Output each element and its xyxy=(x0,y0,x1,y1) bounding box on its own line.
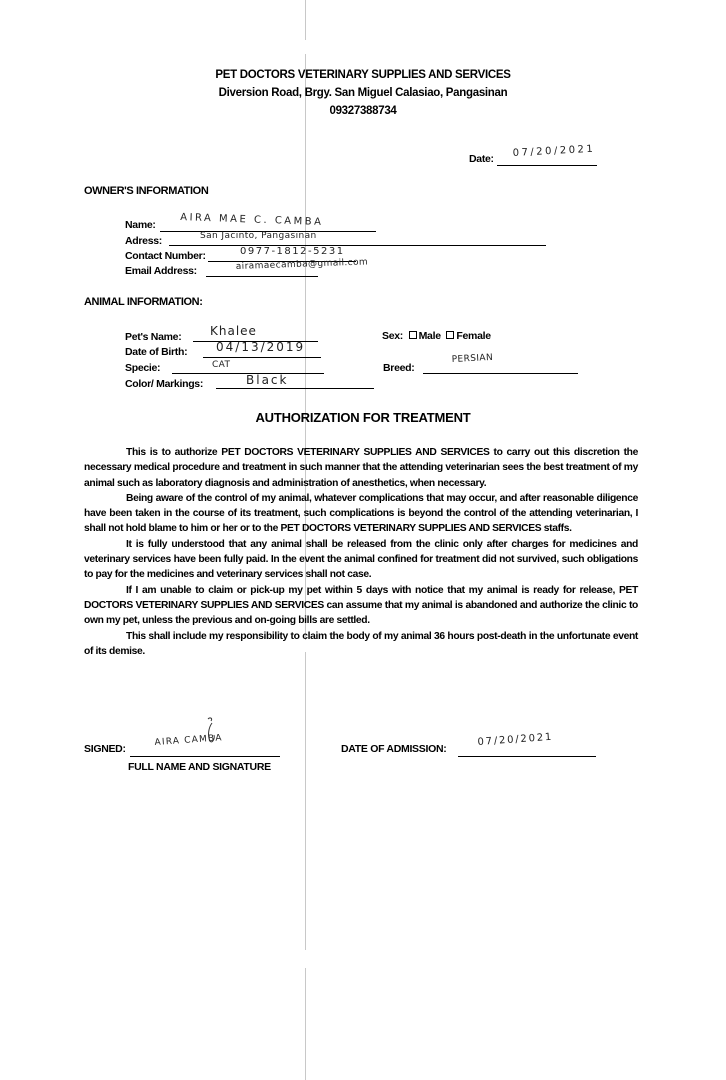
authorization-title: AUTHORIZATION FOR TREATMENT xyxy=(255,410,471,425)
authorization-body xyxy=(84,445,638,659)
date-of-admission-label: DATE OF ADMISSION: xyxy=(341,743,447,755)
date-value: 07/20/2021 xyxy=(512,143,596,159)
email-address-value: airamaecamba@gmail.com xyxy=(235,257,369,272)
sex-field xyxy=(382,330,491,342)
email-address-label: Email Address: xyxy=(125,265,197,277)
breed-label: Breed: xyxy=(383,362,415,374)
business-phone: 09327388734 xyxy=(329,105,397,117)
date-label: Date: xyxy=(469,153,494,165)
signature-scribble-icon xyxy=(198,715,228,745)
signed-value: AIRA CAMBA xyxy=(154,733,224,748)
business-name: PET DOCTORS VETERINARY SUPPLIES AND SERVICES xyxy=(215,69,511,81)
date-of-birth-label: Date of Birth: xyxy=(125,346,188,358)
date-of-admission-value: 07/20/2021 xyxy=(477,731,554,748)
signed-label: SIGNED: xyxy=(84,743,126,755)
authorization-paragraph: Being aware of the control of my animal, whatever complications that may occur, and after reasonable diligence have been taken in the course of its treatment, such complications is beyond the control of the attending veterinarian, I shall not hold blame to him or her or to the PET DOCTORS VETERINARY SUPPLIES AND SERVICES staffs. xyxy=(84,492,638,535)
authorization-paragraph: It is fully understood that any animal shall be released from the clinic only after charges for medicines and veterinary services have been fully paid. In the event the animal confined for treatment did not survived, such obligations to pay for the medicines and veterinary services shall not case. xyxy=(84,538,638,581)
male-checkbox[interactable] xyxy=(409,331,417,339)
signature-underline xyxy=(130,756,280,757)
color-markings-label: Color/ Markings: xyxy=(125,378,204,390)
specie-label: Specie: xyxy=(125,362,161,374)
pet-name-value: Khalee xyxy=(210,324,257,338)
owner-address-label: Adress: xyxy=(125,235,162,247)
female-option-label: Female xyxy=(456,330,491,342)
contact-number-label: Contact Number: xyxy=(125,250,206,262)
color-markings-underline xyxy=(216,388,374,389)
authorization-paragraph: This shall include my responsibility to claim the body of my animal 36 hours post-death in the unfortunate event of its demise. xyxy=(84,630,638,657)
date-underline xyxy=(497,165,597,166)
color-markings-value: Black xyxy=(246,373,289,387)
fold-gap xyxy=(303,40,308,54)
pet-name-label: Pet's Name: xyxy=(125,331,182,343)
email-address-underline xyxy=(206,276,318,277)
breed-value: PERSIAN xyxy=(451,352,494,365)
authorization-paragraph: If I am unable to claim or pick-up my pet within 5 days with notice that my animal is ready for release, PET DOCTORS VETERINARY SUPPLIES AND SERVICES can assume that my animal is abandoned and authorize the clinic to own my pet, unless the previous and on-going bills are settled. xyxy=(84,584,638,627)
owner-section-title: OWNER'S INFORMATION xyxy=(84,185,209,197)
male-option-label: Male xyxy=(418,330,441,342)
animal-section-title: ANIMAL INFORMATION: xyxy=(84,296,203,308)
specie-value: CAT xyxy=(212,360,231,370)
full-name-signature-caption: FULL NAME AND SIGNATURE xyxy=(128,761,271,773)
contact-number-value: 0977-1812-5231 xyxy=(240,246,345,257)
owner-address-value: San Jacinto, Pangasinan xyxy=(200,231,317,241)
fold-gap xyxy=(303,950,308,968)
date-of-birth-underline xyxy=(203,357,321,358)
female-checkbox[interactable] xyxy=(446,331,454,339)
date-of-admission-underline xyxy=(458,756,596,757)
owner-name-value: AIRA MAE C. CAMBA xyxy=(180,212,324,229)
breed-underline xyxy=(423,373,578,374)
owner-name-label: Name: xyxy=(125,219,156,231)
sex-label: Sex: xyxy=(382,330,403,342)
authorization-paragraph: This is to authorize PET DOCTORS VETERINARY SUPPLIES AND SERVICES to carry out this discretion the necessary medical procedure and treatment in such manner that the attending veterinarian sees the best treatment of my animal such as laboratory diagnosis and administration of anesthetics, when necessary. xyxy=(84,447,638,489)
owner-address-underline xyxy=(169,245,546,246)
date-of-birth-value: 04/13/2019 xyxy=(216,340,306,354)
business-address: Diversion Road, Brgy. San Miguel Calasiao, Pangasinan xyxy=(218,87,508,99)
